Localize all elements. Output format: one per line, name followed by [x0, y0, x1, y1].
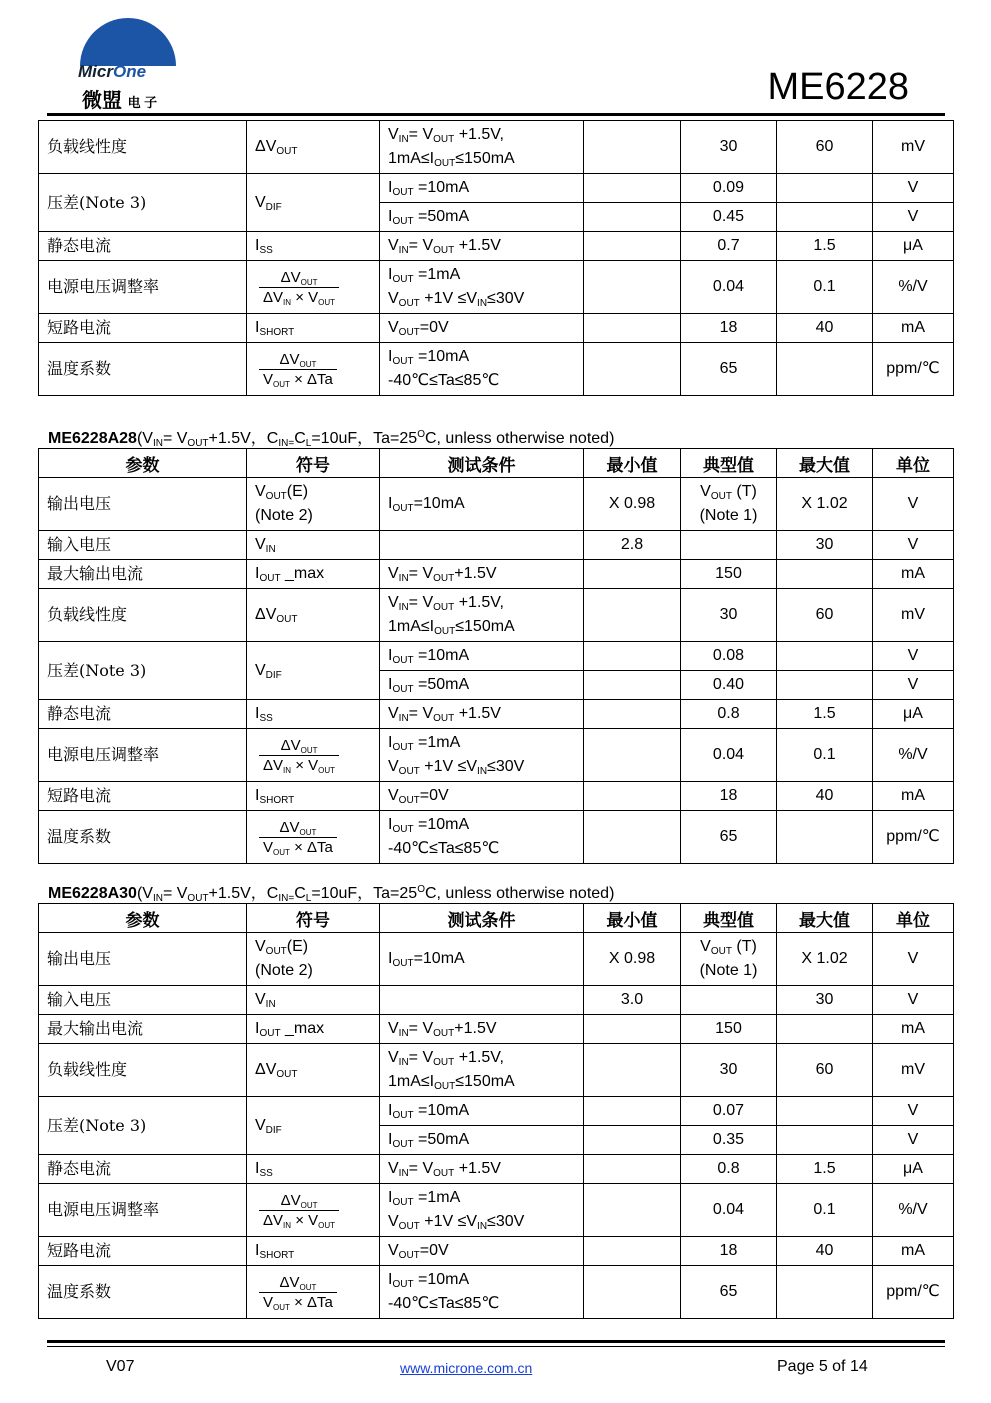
- max-cell: X 1.02: [777, 933, 873, 986]
- unit-cell: mA: [873, 560, 954, 589]
- typ-cell: 0.04: [681, 729, 777, 782]
- unit-cell: mA: [873, 782, 954, 811]
- header-condition: 测试条件: [380, 449, 584, 478]
- table-row: [39, 314, 954, 343]
- symbol-cell: $V_{DIF}$: [247, 1097, 380, 1155]
- min-cell: [584, 811, 681, 864]
- min-cell: [584, 1126, 681, 1155]
- max-cell: [777, 174, 873, 203]
- condition-cell: [380, 531, 584, 560]
- unit-cell: mV: [873, 589, 954, 642]
- typ-cell: 0.7: [681, 232, 777, 261]
- part-number-title: ME6228: [767, 66, 909, 108]
- min-cell: [584, 261, 681, 314]
- condition-cell: $I_{OUT} =1mA$ $V_{OUT} +1V \le V_{IN}\le 30V$: [380, 261, 584, 314]
- unit-cell: %/V: [873, 729, 954, 782]
- temp-coeff-fraction: $\frac{\Delta V_{OUT}}{V_{OUT} \times \Delta Ta}$: [259, 350, 337, 389]
- typ-cell: 30: [681, 1044, 777, 1097]
- unit-cell: V: [873, 203, 954, 232]
- unit-cell: mV: [873, 1044, 954, 1097]
- unit-cell: mA: [873, 1015, 954, 1044]
- spec-table-continued: [38, 120, 954, 396]
- symbol-cell: $I_{SS}$: [247, 700, 380, 729]
- section-title-a28: $ME6228A28(V_{IN}= V_{OUT}+1.5V$，$C_{IN=}C_L=10uF$，$Ta=25^OC$, unless otherwise noted): [48, 429, 615, 449]
- min-cell: [584, 314, 681, 343]
- typ-cell: 65: [681, 343, 777, 396]
- condition-cell: $I_{OUT}=10mA$: [380, 933, 584, 986]
- condition-cell: $I_{OUT} =50mA$: [380, 1126, 584, 1155]
- condition-cell: $V_{IN}= V_{OUT} +1.5V$: [380, 1155, 584, 1184]
- condition-cell: $I_{OUT} =10mA$: [380, 174, 584, 203]
- unit-cell: μA: [873, 700, 954, 729]
- typ-cell: 0.35: [681, 1126, 777, 1155]
- condition-cell: $V_{IN}= V_{OUT} +1.5V$: [380, 700, 584, 729]
- section-title-a30: $ME6228A30(V_{IN}= V_{OUT}+1.5V$，$C_{IN=}C_L=10uF$，$Ta=25^OC$, unless otherwise noted): [48, 884, 615, 904]
- header-typ: 典型值: [681, 904, 777, 933]
- param-cell: 最大输出电流: [39, 1015, 247, 1044]
- param-cell: 电源电压调整率: [39, 1184, 247, 1237]
- symbol-cell: $\Delta V_{OUT}$: [247, 121, 380, 174]
- max-cell: [777, 1126, 873, 1155]
- condition-cell: $V_{IN}= V_{OUT} +1.5V$, $1mA\le I_{OUT}\le 150mA$: [380, 589, 584, 642]
- unit-cell: %/V: [873, 1184, 954, 1237]
- param-cell: 静态电流: [39, 1155, 247, 1184]
- footer-version: V07: [106, 1358, 135, 1375]
- header-symbol: 符号: [247, 904, 380, 933]
- condition-cell: $V_{IN}= V_{OUT} +1.5V$: [380, 232, 584, 261]
- table-row: [39, 986, 954, 1015]
- min-cell: [584, 1184, 681, 1237]
- param-cell: 负载线性度: [39, 589, 247, 642]
- unit-cell: V: [873, 1097, 954, 1126]
- condition-cell: $V_{OUT}=0V$: [380, 1237, 584, 1266]
- max-cell: 0.1: [777, 729, 873, 782]
- max-cell: 60: [777, 121, 873, 174]
- company-logo: [78, 18, 188, 113]
- min-cell: [584, 1266, 681, 1319]
- unit-cell: mA: [873, 314, 954, 343]
- typ-cell: 30: [681, 589, 777, 642]
- symbol-cell: $V_{IN}$: [247, 986, 380, 1015]
- header-min: 最小值: [584, 904, 681, 933]
- condition-cell: $V_{IN}= V_{OUT} +1.5V$, $1mA\le I_{OUT}\le 150mA$: [380, 1044, 584, 1097]
- min-cell: [584, 1097, 681, 1126]
- condition-cell: $I_{OUT}=10mA$: [380, 478, 584, 531]
- condition-cell: $V_{IN}= V_{OUT} +1.5V$, $1mA\le I_{OUT}\le 150mA$: [380, 121, 584, 174]
- typ-cell: $V_{OUT}$ (T) (Note 1): [681, 933, 777, 986]
- max-cell: [777, 671, 873, 700]
- symbol-cell: [247, 729, 380, 782]
- table-row: [39, 729, 954, 782]
- max-cell: 30: [777, 986, 873, 1015]
- min-cell: [584, 1155, 681, 1184]
- min-cell: [584, 1015, 681, 1044]
- param-cell: 短路电流: [39, 1237, 247, 1266]
- temp-coeff-fraction: $\frac{\Delta V_{OUT}}{V_{OUT} \times \Delta Ta}$: [259, 818, 337, 857]
- symbol-cell: [247, 343, 380, 396]
- max-cell: [777, 1015, 873, 1044]
- min-cell: [584, 642, 681, 671]
- table-row: [39, 782, 954, 811]
- symbol-cell: $V_{IN}$: [247, 531, 380, 560]
- symbol-cell: $I_{SS}$: [247, 232, 380, 261]
- min-cell: [584, 729, 681, 782]
- param-cell: 温度系数: [39, 343, 247, 396]
- table-row: [39, 1044, 954, 1097]
- condition-cell: $I_{OUT} =50mA$: [380, 203, 584, 232]
- symbol-cell: $V_{OUT}(E)$ (Note 2): [247, 478, 380, 531]
- typ-cell: 150: [681, 560, 777, 589]
- condition-cell: $V_{OUT}=0V$: [380, 314, 584, 343]
- header-rule: [47, 113, 945, 116]
- typ-cell: 18: [681, 314, 777, 343]
- param-cell: 输入电压: [39, 986, 247, 1015]
- max-cell: [777, 560, 873, 589]
- condition-cell: $I_{OUT} =10mA$: [380, 642, 584, 671]
- symbol-cell: $I_{OUT}$ _max: [247, 1015, 380, 1044]
- max-cell: 40: [777, 314, 873, 343]
- typ-cell: 0.04: [681, 1184, 777, 1237]
- condition-cell: [380, 986, 584, 1015]
- table-row: [39, 811, 954, 864]
- typ-cell: 65: [681, 1266, 777, 1319]
- symbol-cell: $V_{DIF}$: [247, 642, 380, 700]
- footer-rule-thick: [47, 1340, 945, 1343]
- condition-cell: $I_{OUT} =1mA$ $V_{OUT} +1V \le V_{IN}\le 30V$: [380, 1184, 584, 1237]
- symbol-cell: $\Delta V_{OUT}$: [247, 589, 380, 642]
- symbol-cell: [247, 1184, 380, 1237]
- unit-cell: ppm/℃: [873, 343, 954, 396]
- param-cell: 电源电压调整率: [39, 729, 247, 782]
- logo-text-english: MicrOne: [78, 62, 147, 81]
- unit-cell: ppm/℃: [873, 811, 954, 864]
- min-cell: [584, 1237, 681, 1266]
- table-row: [39, 700, 954, 729]
- header-max: 最大值: [777, 904, 873, 933]
- symbol-cell: $V_{DIF}$: [247, 174, 380, 232]
- param-cell: 短路电流: [39, 314, 247, 343]
- typ-cell: $V_{OUT}$ (T) (Note 1): [681, 478, 777, 531]
- min-cell: [584, 560, 681, 589]
- symbol-cell: $I_{SHORT}$: [247, 314, 380, 343]
- symbol-cell: $\Delta V_{OUT}$: [247, 1044, 380, 1097]
- table-row: [39, 261, 954, 314]
- header-min: 最小值: [584, 449, 681, 478]
- max-cell: [777, 1097, 873, 1126]
- footer-page-number: Page 5 of 14: [777, 1358, 868, 1375]
- min-cell: X 0.98: [584, 478, 681, 531]
- table-row: [39, 1237, 954, 1266]
- max-cell: [777, 1266, 873, 1319]
- unit-cell: V: [873, 671, 954, 700]
- unit-cell: %/V: [873, 261, 954, 314]
- min-cell: [584, 1044, 681, 1097]
- symbol-cell: [247, 811, 380, 864]
- max-cell: [777, 343, 873, 396]
- typ-cell: [681, 986, 777, 1015]
- symbol-cell: $V_{OUT}(E)$ (Note 2): [247, 933, 380, 986]
- typ-cell: 0.04: [681, 261, 777, 314]
- condition-cell: $I_{OUT} =10mA$: [380, 1097, 584, 1126]
- min-cell: [584, 121, 681, 174]
- header-unit: 单位: [873, 449, 954, 478]
- min-cell: [584, 671, 681, 700]
- header-typ: 典型值: [681, 449, 777, 478]
- min-cell: [584, 343, 681, 396]
- param-cell: 温度系数: [39, 811, 247, 864]
- max-cell: 1.5: [777, 232, 873, 261]
- typ-cell: 65: [681, 811, 777, 864]
- symbol-cell: [247, 261, 380, 314]
- header-max: 最大值: [777, 449, 873, 478]
- typ-cell: 0.09: [681, 174, 777, 203]
- header-condition: 测试条件: [380, 904, 584, 933]
- symbol-cell: $I_{SHORT}$: [247, 782, 380, 811]
- max-cell: 40: [777, 782, 873, 811]
- min-cell: [584, 232, 681, 261]
- min-cell: [584, 589, 681, 642]
- min-cell: [584, 174, 681, 203]
- unit-cell: μA: [873, 1155, 954, 1184]
- max-cell: 40: [777, 1237, 873, 1266]
- symbol-cell: $I_{OUT}$ _max: [247, 560, 380, 589]
- param-cell: 温度系数: [39, 1266, 247, 1319]
- unit-cell: ppm/℃: [873, 1266, 954, 1319]
- typ-cell: 18: [681, 782, 777, 811]
- logo-text-chinese: 微盟 电 子: [82, 90, 158, 112]
- symbol-cell: $I_{SHORT}$: [247, 1237, 380, 1266]
- condition-cell: $I_{OUT} =10mA$ -40℃≤Ta≤85℃: [380, 343, 584, 396]
- header-param: 参数: [39, 904, 247, 933]
- min-cell: [584, 700, 681, 729]
- header-param: 参数: [39, 449, 247, 478]
- table-row: [39, 232, 954, 261]
- param-cell: 输出电压: [39, 478, 247, 531]
- unit-cell: V: [873, 174, 954, 203]
- max-cell: 1.5: [777, 1155, 873, 1184]
- max-cell: X 1.02: [777, 478, 873, 531]
- max-cell: 60: [777, 1044, 873, 1097]
- param-cell: 输出电压: [39, 933, 247, 986]
- unit-cell: V: [873, 531, 954, 560]
- min-cell: [584, 203, 681, 232]
- min-cell: X 0.98: [584, 933, 681, 986]
- typ-cell: 0.8: [681, 1155, 777, 1184]
- website-link[interactable]: www.microne.com.cn: [400, 1360, 533, 1376]
- line-reg-fraction: $\frac{\Delta V_{OUT}}{\Delta V_{IN} \times V_{OUT}}$: [259, 736, 339, 775]
- unit-cell: V: [873, 933, 954, 986]
- unit-cell: μA: [873, 232, 954, 261]
- param-cell: 短路电流: [39, 782, 247, 811]
- typ-cell: 18: [681, 1237, 777, 1266]
- min-cell: 2.8: [584, 531, 681, 560]
- table-row: [39, 933, 954, 986]
- typ-cell: 0.40: [681, 671, 777, 700]
- temp-coeff-fraction: $\frac{\Delta V_{OUT}}{V_{OUT} \times \Delta Ta}$: [259, 1273, 337, 1312]
- max-cell: [777, 811, 873, 864]
- max-cell: 0.1: [777, 1184, 873, 1237]
- table-row: [39, 531, 954, 560]
- table-header-row: [39, 904, 954, 933]
- condition-cell: $V_{OUT}=0V$: [380, 782, 584, 811]
- table-row: [39, 560, 954, 589]
- table-row: [39, 1097, 954, 1126]
- table-row: [39, 1266, 954, 1319]
- param-cell: 静态电流: [39, 232, 247, 261]
- max-cell: 30: [777, 531, 873, 560]
- max-cell: 60: [777, 589, 873, 642]
- param-cell: 负载线性度: [39, 1044, 247, 1097]
- table-row: [39, 1184, 954, 1237]
- condition-cell: $I_{OUT} =10mA$ -40℃≤Ta≤85℃: [380, 811, 584, 864]
- spec-table-a28: [38, 448, 954, 864]
- typ-cell: [681, 531, 777, 560]
- unit-cell: V: [873, 642, 954, 671]
- param-cell: 电源电压调整率: [39, 261, 247, 314]
- condition-cell: $V_{IN}= V_{OUT}+1.5V$: [380, 560, 584, 589]
- param-cell: 负载线性度: [39, 121, 247, 174]
- typ-cell: 30: [681, 121, 777, 174]
- typ-cell: 0.45: [681, 203, 777, 232]
- max-cell: [777, 203, 873, 232]
- unit-cell: mA: [873, 1237, 954, 1266]
- table-row: [39, 642, 954, 671]
- param-cell: 输入电压: [39, 531, 247, 560]
- table-row: [39, 478, 954, 531]
- typ-cell: 0.08: [681, 642, 777, 671]
- max-cell: [777, 642, 873, 671]
- max-cell: 0.1: [777, 261, 873, 314]
- unit-cell: mV: [873, 121, 954, 174]
- condition-cell: $V_{IN}= V_{OUT}+1.5V$: [380, 1015, 584, 1044]
- footer-rule-thin: [47, 1346, 945, 1347]
- typ-cell: 0.8: [681, 700, 777, 729]
- table-row: [39, 1015, 954, 1044]
- min-cell: 3.0: [584, 986, 681, 1015]
- min-cell: [584, 782, 681, 811]
- unit-cell: V: [873, 478, 954, 531]
- table-row: [39, 1155, 954, 1184]
- param-cell: 压差(Note 3): [39, 642, 247, 700]
- table-row: [39, 589, 954, 642]
- line-reg-fraction: $\frac{\Delta V_{OUT}}{\Delta V_{IN} \times V_{OUT}}$: [259, 268, 339, 307]
- header-unit: 单位: [873, 904, 954, 933]
- table-header-row: [39, 449, 954, 478]
- param-cell: 静态电流: [39, 700, 247, 729]
- max-cell: 1.5: [777, 700, 873, 729]
- typ-cell: 150: [681, 1015, 777, 1044]
- symbol-cell: $I_{SS}$: [247, 1155, 380, 1184]
- param-cell: 压差(Note 3): [39, 174, 247, 232]
- line-reg-fraction: $\frac{\Delta V_{OUT}}{\Delta V_{IN} \times V_{OUT}}$: [259, 1191, 339, 1230]
- table-row: [39, 343, 954, 396]
- unit-cell: V: [873, 1126, 954, 1155]
- typ-cell: 0.07: [681, 1097, 777, 1126]
- symbol-cell: [247, 1266, 380, 1319]
- condition-cell: $I_{OUT} =1mA$ $V_{OUT} +1V \le V_{IN}\le 30V$: [380, 729, 584, 782]
- footer-website: [400, 1360, 532, 1378]
- table-row: [39, 174, 954, 203]
- header-symbol: 符号: [247, 449, 380, 478]
- param-cell: 最大输出电流: [39, 560, 247, 589]
- spec-table-a30: [38, 903, 954, 1319]
- condition-cell: $I_{OUT} =50mA$: [380, 671, 584, 700]
- table-row: [39, 121, 954, 174]
- unit-cell: V: [873, 986, 954, 1015]
- param-cell: 压差(Note 3): [39, 1097, 247, 1155]
- condition-cell: $I_{OUT} =10mA$ -40℃≤Ta≤85℃: [380, 1266, 584, 1319]
